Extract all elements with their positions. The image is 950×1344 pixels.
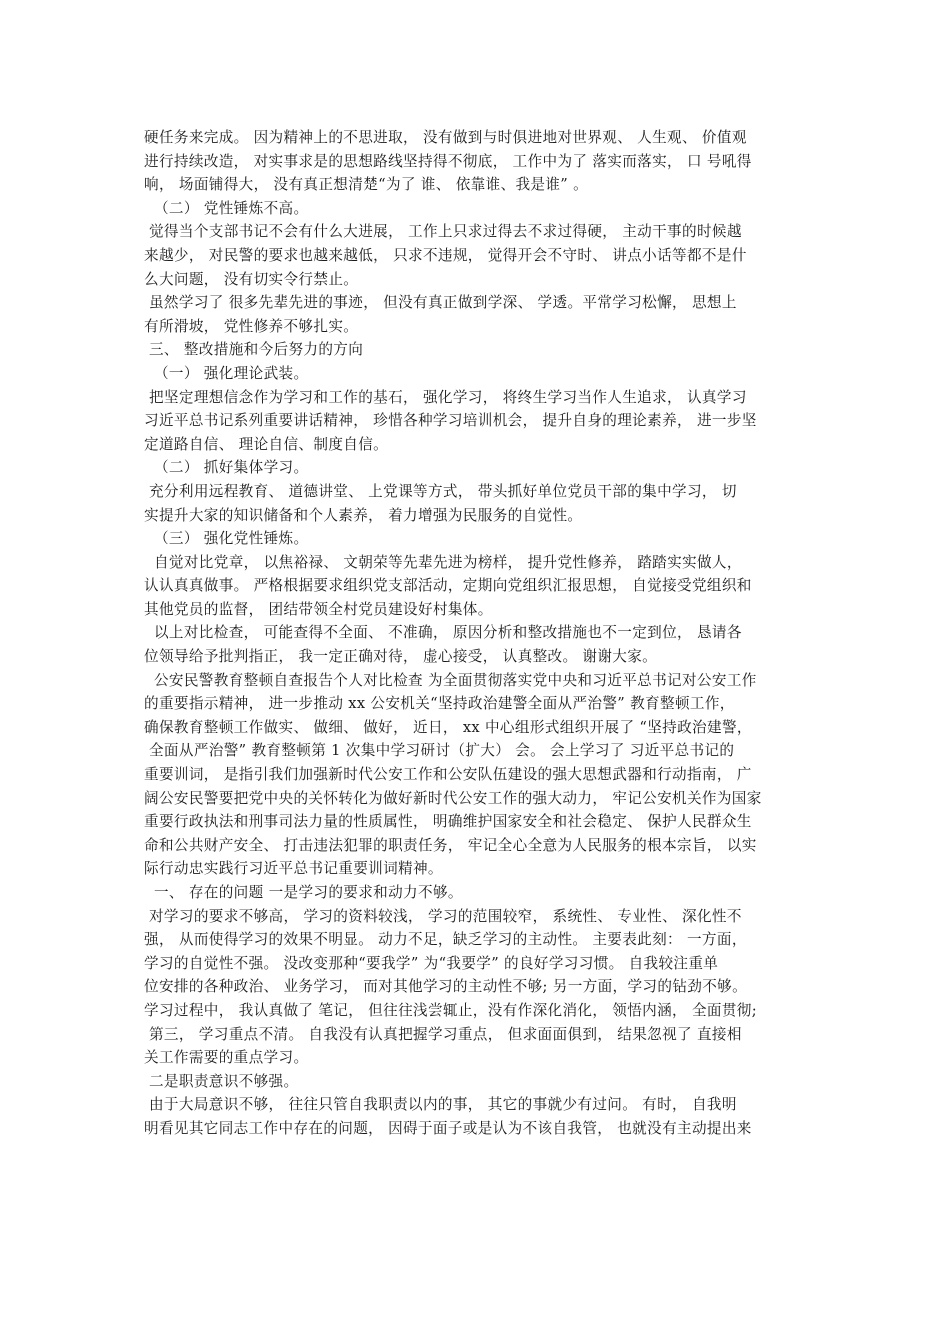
text-line: 位安排的各种政治、 业务学习， 而对其他学习的主动性不够; 另一方面，学习的钻劲不够。 xyxy=(144,978,748,996)
text-line: 有所滑坡， 党性修养不够扎实。 xyxy=(144,317,359,335)
text-line: 第三， 学习重点不清。 自我没有认真把握学习重点， 但求面面俱到， 结果忽视了 直接相 xyxy=(144,1025,742,1043)
section-heading: （二） 党性锤炼不高。 xyxy=(144,199,309,217)
text-line: 阔公安民警要把党中央的关怀转化为做好新时代公安工作的强大动力， 牢记公安机关作为国家 xyxy=(144,789,762,807)
text-line: 明看见其它同志工作中存在的问题， 因碍于面子或是认为不该自我管， 也就没有主动提出来 xyxy=(144,1119,752,1137)
text-line: 重要行政执法和刑事司法力量的性质属性， 明确维护国家安全和社会稳定、 保护人民群众生 xyxy=(144,813,752,831)
section-heading: 一、 存在的问题 一是学习的要求和动力不够。 xyxy=(144,884,463,901)
section-heading: 二是职责意识不够强。 xyxy=(144,1072,299,1090)
text-line: 关工作需要的重点学习。 xyxy=(144,1049,309,1067)
text-line: 其他党员的监督， 团结带领全村党员建设好村集体。 xyxy=(144,600,493,618)
text-line: 公安民警教育整顿自查报告个人对比检查 为全面贯彻落实党中央和习近平总书记对公安工作 xyxy=(144,671,757,689)
text-line: 认认真真做事。 严格根据要求组织党支部活动，定期向党组织汇报思想， 自觉接受党组织和 xyxy=(144,577,752,595)
text-line: 虽然学习了 很多先辈先进的事迹， 但没有真正做到学深、 学透。平常学习松懈， 思想上 xyxy=(144,294,737,312)
text-line: 来越少， 对民警的要求也越来越低， 只求不违规， 觉得开会不守时、 讲点小话等都不是什 xyxy=(144,246,747,264)
text-line: 由于大局意识不够， 往往只管自我职责以内的事， 其它的事就少有过问。 有时， 自我明 xyxy=(144,1096,737,1114)
text-line: 进行持续改造， 对实事求是的思想路线坚持得不彻底， 工作中为了 落实而落实， 口 号吼得 xyxy=(144,152,752,170)
text-line: 学习过程中， 我认真做了 笔记， 但往往浅尝辄止，没有作深化消化， 领悟内涵， 全面贯彻; xyxy=(144,1001,758,1019)
text-line: 位领导给予批判指正， 我一定正确对待， 虚心接受， 认真整改。 谢谢大家。 xyxy=(144,648,658,666)
text-line: 响， 场面铺得大， 没有真正想清楚“为了 谁、 依靠谁、我是谁” 。 xyxy=(144,176,589,194)
section-heading: （二） 抓好集体学习。 xyxy=(144,459,309,477)
section-heading: 三、 整改措施和今后努力的方向 xyxy=(144,341,364,359)
text-line: 以上对比检查， 可能查得不全面、 不准确， 原因分析和整改措施也不一定到位， 恳请各 xyxy=(144,624,742,642)
text-line: 重要训词， 是指引我们加强新时代公安工作和公安队伍建设的强大思想武器和行动指南， 广 xyxy=(144,766,752,784)
text-line: 么大问题， 没有切实令行禁止。 xyxy=(144,270,359,288)
section-heading: （三） 强化党性锤炼。 xyxy=(144,530,309,548)
section-heading: （一） 强化理论武装。 xyxy=(144,364,309,382)
text-line: 确保教育整顿工作做实、 做细、 做好， 近日， xx 中心组形式组织开展了 “坚持政治建警， xyxy=(144,718,752,736)
document-body xyxy=(144,126,804,1141)
text-line: 命和公共财产安全、 打击违法犯罪的职责任务， 牢记全心全意为人民服务的根本宗旨， 以实 xyxy=(144,836,757,854)
text-line: 全面从严治警” 教育整顿第 1 次集中学习研讨（扩大） 会。 会上学习了 习近平总书记的 xyxy=(144,742,735,760)
text-line: 觉得当个支部书记不会有什么大进展， 工作上只求过得去不求过得硬， 主动干事的时候越 xyxy=(144,223,742,241)
text-line: 对学习的要求不够高， 学习的资料较浅， 学习的范围较窄， 系统性、 专业性、 深化性不 xyxy=(144,907,742,925)
text-line: 把坚定理想信念作为学习和工作的基石， 强化学习， 将终生学习当作人生追求， 认真学习 xyxy=(144,388,747,406)
text-line: 硬任务来完成。 因为精神上的不思进取， 没有做到与时俱进地对世界观、 人生观、 价值观 xyxy=(144,129,747,146)
text-line: 习近平总书记系列重要讲话精神， 珍惜各种学习培训机会， 提升自身的理论素养， 进一步坚 xyxy=(144,412,757,430)
text-line: 强， 从而使得学习的效果不明显。 动力不足，缺乏学习的主动性。 主要表此刻： 一方面， xyxy=(144,931,747,949)
text-line: 际行动忠实践行习近平总书记重要训词精神。 xyxy=(144,860,443,878)
text-line: 学习的自觉性不强。 没改变那种“要我学” 为“我要学” 的良好学习习惯。 自我较注重单 xyxy=(144,954,719,972)
text-line: 自觉对比党章， 以焦裕禄、 文朝荣等先辈先进为榜样， 提升党性修养， 踏踏实实做人， xyxy=(144,553,742,571)
text-line: 实提升大家的知识储备和个人素养， 着力增强为民服务的自觉性。 xyxy=(144,506,583,524)
text-line: 充分利用远程教育、 道德讲堂、 上党课等方式， 带头抓好单位党员干部的集中学习， 切 xyxy=(144,482,737,500)
text-line: 定道路自信、 理论自信、制度自信。 xyxy=(144,435,389,453)
text-line: 的重要指示精神， 进一步推动 xx 公安机关“坚持政治建警全面从严治警” 教育整顿工作， xyxy=(144,695,735,713)
